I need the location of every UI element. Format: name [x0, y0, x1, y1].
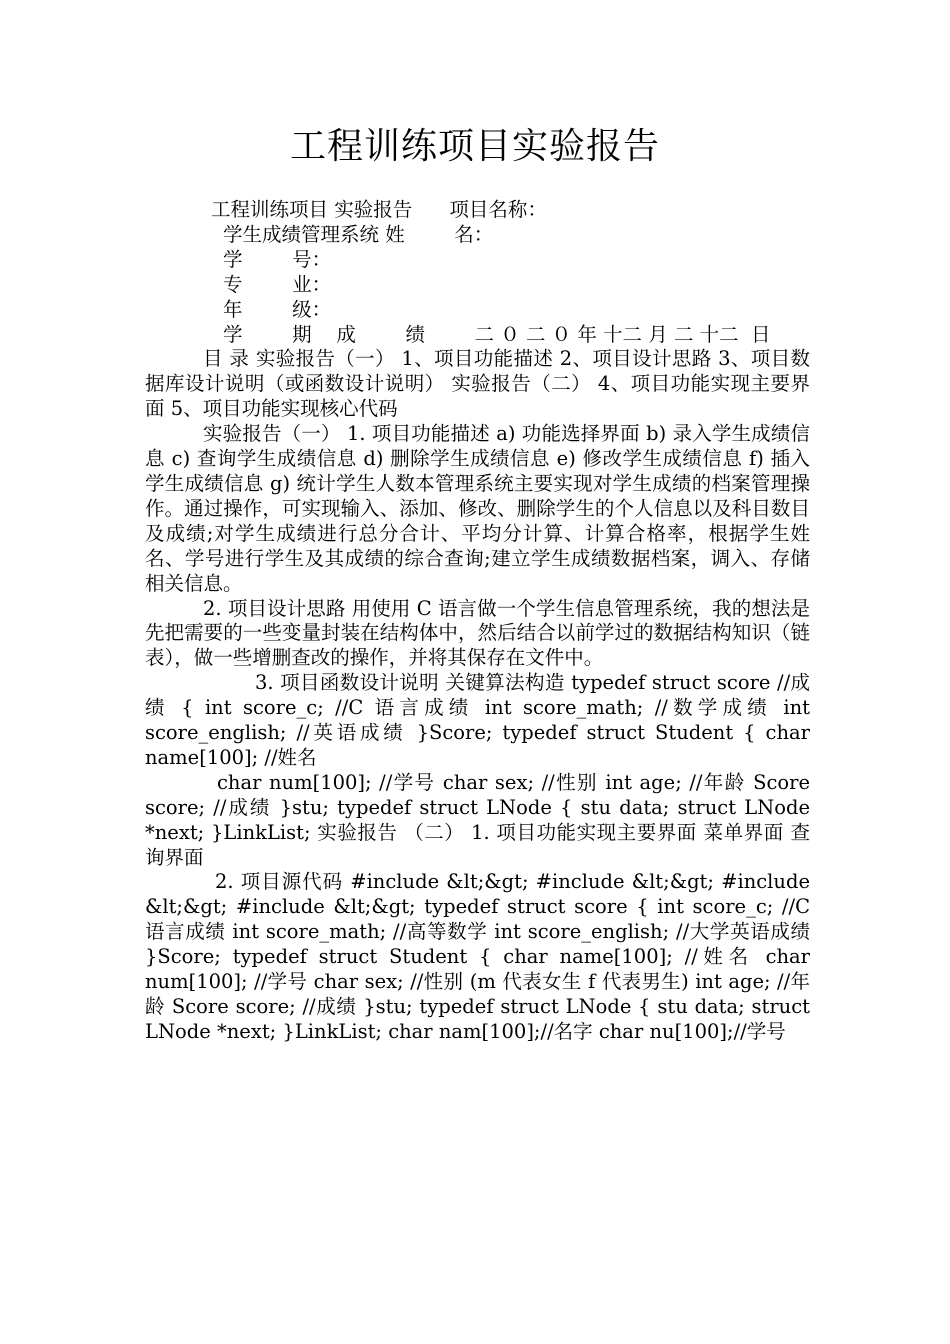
- toc-paragraph: 目 录 实验报告（一） 1、项目功能描述 2、项目设计思路 3、项目数据库设计说明（或函数设计说明） 实验报告（二） 4、项目功能实现主要界面 5、项目功能实现核心代码: [145, 347, 810, 421]
- field-xuehao: 学 号：: [223, 247, 332, 271]
- func-design-paragraph: 3. 项目函数设计说明 关键算法构造 typedef struct score //成绩 { int score_c; //C 语言成绩 int score_math; //数学成绩 int score_english; //英语成绩 }Score; typedef struct Student { char name[100]; //姓名: [145, 671, 810, 769]
- field-nianji: 年 级：: [223, 297, 332, 321]
- source-paragraph: 2. 项目源代码 #include &lt;&gt; #include &lt;&gt; #include &lt;&gt; #include &lt;&gt; typedef struct score { int score_c; //C 语言成绩 int score_math; //高等数学 int score_english; //大学英语成绩 }Score; typedef struct Student { char name[100]; //姓名 char num[100]; //学号 char sex; //性别 (m 代表女生 f 代表男生) int age; //年龄 Score score; //成绩 }stu; typedef struct LNode { stu data; struct LNode *next; }LinkList; char nam[100];//名字 char nu[100];//学号: [145, 870, 810, 1043]
- field-zhuanye: 专 业：: [223, 272, 332, 296]
- field-xueqi: 学 期 成 绩 二 ０ 二 ０ 年 十二 月 二 十二 日: [223, 322, 771, 346]
- header-line-1: 工程训练项目 实验报告 项目名称：: [211, 198, 547, 221]
- struct-paragraph: char num[100]; //学号 char sex; //性别 int age; //年龄 Score score; //成绩 }stu; typedef struct LNode { stu data; struct LNode *next; }LinkList; 实验报告 （二） 1. 项目功能实现主要界面 菜单界面 查询界面: [145, 770, 810, 869]
- header-line-2: 学生成绩管理系统 姓 名：: [223, 222, 494, 246]
- page-title: 工程训练项目实验报告: [289, 126, 660, 167]
- report1-paragraph: 实验报告（一） 1. 项目功能描述 a) 功能选择界面 b) 录入学生成绩信息 c) 查询学生成绩信息 d) 删除学生成绩信息 e) 修改学生成绩信息 f) 插入学生成绩信息 g) 统计学生人数本管理系统主要实现对学生成绩的档案管理操作。通过操作，可实现输入、添加、修改、删除学生的个人信息以及科目数目及成绩;对学生成绩进行总分合计、平均分计算、计算合格率，根据学生姓名、学号进行学生及其成绩的综合查询;建立学生成绩数据档案，调入、存储相关信息。: [145, 422, 810, 595]
- document-body: [145, 198, 810, 1045]
- design-paragraph: 2. 项目设计思路 用使用 C 语言做一个学生信息管理系统，我的想法是先把需要的一些变量封装在结构体中，然后结合以前学过的数据结构知识（链表），做一些增删查改的操作，并将其保存在文件中。: [145, 596, 810, 670]
